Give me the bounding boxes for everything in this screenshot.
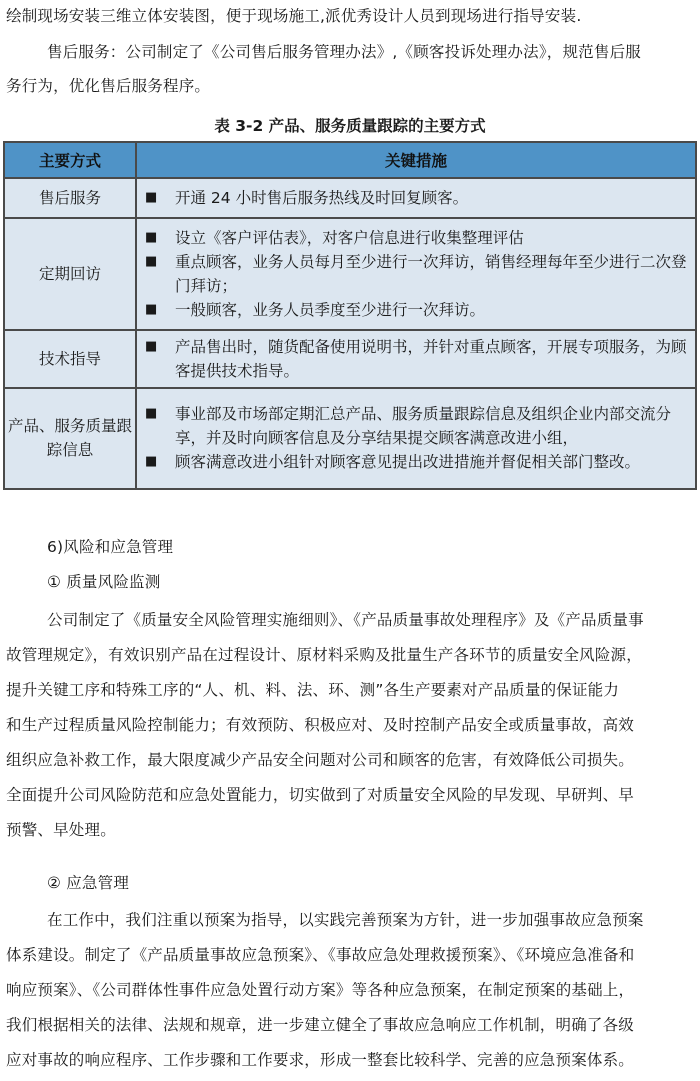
paragraph-line: 故管理规定》，有效识别产品在过程设计、原材料采购及批量生产各环节的质量安全风险源， bbox=[6, 646, 642, 664]
square-bullet-icon: ■ bbox=[145, 254, 158, 270]
paragraph-line: 应对事故的响应程序、工作步骤和工作要求，形成一整套比较科学、完善的应急预案体系。 bbox=[6, 1051, 635, 1069]
row-method: 产品、服务质量跟踪信息 bbox=[5, 389, 135, 488]
measure-item: ■ 事业部及市场部定期汇总产品、服务质量跟踪信息及组织企业内部交流分享，并及时向顾客信息及分享结果提交顾客满意改进小组， bbox=[137, 402, 695, 450]
row-measures bbox=[137, 389, 695, 488]
table-header-row bbox=[5, 143, 695, 177]
header-method: 主要方式 bbox=[5, 143, 135, 177]
square-bullet-icon: ■ bbox=[145, 406, 158, 422]
paragraph-line: 公司制定了《质量安全风险管理实施细则》、《产品质量事故处理程序》及《产品质量事 bbox=[47, 611, 644, 629]
intro-line-1: 绘制现场安装三维立体安装图，便于现场施工,派优秀设计人员到现场进行指导安装. bbox=[6, 7, 582, 25]
subsection-emergency-management: ② 应急管理 bbox=[47, 874, 130, 892]
row-measures bbox=[137, 331, 695, 387]
row-measures bbox=[137, 219, 695, 329]
paragraph-line: 提升关键工序和特殊工序的“人、机、料、法、环、测”各生产要素对产品质量的保证能力 bbox=[6, 681, 620, 699]
paragraph-line: 和生产过程质量风险控制能力；有效预防、积极应对、及时控制产品安全或质量事故，高效 bbox=[6, 716, 635, 734]
paragraph-line: 在工作中，我们注重以预案为指导，以实践完善预案为方针，进一步加强事故应急预案 bbox=[47, 911, 644, 929]
measure-item: ■ 产品售出时，随货配备使用说明书，并针对重点顾客，开展专项服务，为顾客提供技术指导。 bbox=[137, 335, 695, 383]
section-heading: 6)风险和应急管理 bbox=[47, 538, 174, 556]
paragraph-line: 全面提升公司风险防范和应急处置能力，切实做到了对质量安全风险的早发现、早研判、早 bbox=[6, 786, 635, 804]
table-row bbox=[5, 389, 695, 488]
table-row bbox=[5, 331, 695, 387]
tracking-methods-table bbox=[3, 141, 697, 490]
paragraph-line: 我们根据相关的法律、法规和规章，进一步建立健全了事故应急响应工作机制，明确了各级 bbox=[6, 1016, 635, 1034]
square-bullet-icon: ■ bbox=[145, 338, 158, 354]
row-method: 技术指导 bbox=[5, 331, 135, 387]
table-row bbox=[5, 179, 695, 217]
square-bullet-icon: ■ bbox=[145, 302, 158, 318]
square-bullet-icon: ■ bbox=[145, 190, 158, 206]
row-measures bbox=[137, 179, 695, 217]
square-bullet-icon: ■ bbox=[145, 230, 158, 246]
paragraph-line: 预警、早处理。 bbox=[6, 821, 116, 839]
table-caption: 表 3-2 产品、服务质量跟踪的主要方式 bbox=[214, 117, 486, 135]
paragraph-line: 体系建设。制定了《产品质量事故应急预案》、《事故应急处理救援预案》、《环境应急准备和 bbox=[6, 946, 635, 964]
header-measures: 关键措施 bbox=[137, 143, 695, 177]
measure-item: ■ 一般顾客，业务人员季度至少进行一次拜访。 bbox=[137, 298, 695, 322]
paragraph-line: 响应预案》、《公司群体性事件应急处置行动方案》等各种应急预案，在制定预案的基础上， bbox=[6, 981, 635, 999]
measure-item: ■ 顾客满意改进小组针对顾客意见提出改进措施并督促相关部门整改。 bbox=[137, 450, 695, 474]
measure-item: ■ 设立《客户评估表》，对客户信息进行收集整理评估 bbox=[137, 226, 695, 250]
square-bullet-icon: ■ bbox=[145, 454, 158, 470]
paragraph-line: 组织应急补救工作，最大限度减少产品安全问题对公司和顾客的危害，有效降低公司损失。 bbox=[6, 751, 635, 769]
intro-line-2: 售后服务：公司制定了《公司售后服务管理办法》,《顾客投诉处理办法》，规范售后服 bbox=[47, 43, 641, 61]
row-method: 定期回访 bbox=[5, 219, 135, 329]
intro-line-3: 务行为，优化售后服务程序。 bbox=[6, 77, 211, 95]
measure-item: ■ 重点顾客，业务人员每月至少进行一次拜访，销售经理每年至少进行二次登门拜访； bbox=[137, 250, 695, 298]
subsection-risk-monitoring: ① 质量风险监测 bbox=[47, 573, 161, 591]
row-method: 售后服务 bbox=[5, 179, 135, 217]
measure-item: ■ 开通 24 小时售后服务热线及时回复顾客。 bbox=[137, 186, 695, 210]
table-row bbox=[5, 219, 695, 329]
